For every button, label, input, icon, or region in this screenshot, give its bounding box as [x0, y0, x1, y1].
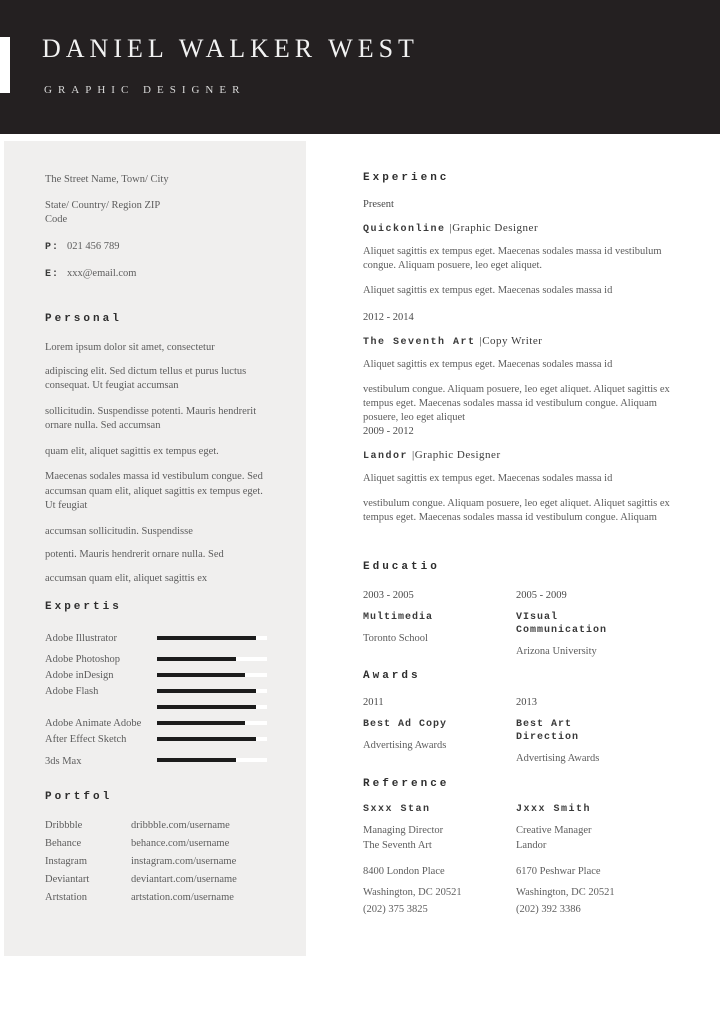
skill-row	[45, 753, 275, 767]
experience-heading: Experienc	[363, 172, 450, 184]
reference-address2: Washington, DC 20521	[363, 887, 462, 898]
award-entry	[363, 697, 508, 751]
reference-section	[363, 778, 703, 934]
skill-row	[45, 700, 275, 714]
reference-name: Sxxx Stan	[363, 804, 431, 815]
reference-phone-clipped: (202) 392 3386	[516, 904, 581, 915]
experience-job	[363, 312, 673, 423]
job-description: Aliquet sagittis ex tempus eget. Maecenas sodales massa id	[363, 285, 613, 296]
skill-label: Adobe inDesign	[45, 669, 114, 681]
email-row	[45, 263, 275, 281]
personal-paragraph: potenti. Mauris hendrerit ornare nulla. Sed	[45, 549, 224, 560]
skill-label-clipped: 3ds Max	[45, 755, 82, 767]
skill-row	[45, 732, 275, 746]
experience-section	[363, 172, 673, 523]
skill-bar-fill	[157, 689, 256, 693]
experience-job	[363, 426, 673, 523]
education-heading: Educatio	[363, 561, 440, 573]
personal-paragraph: Lorem ipsum dolor sit amet, consectetur	[45, 342, 215, 353]
reference-address1: 8400 London Place	[363, 866, 445, 877]
skill-row	[45, 716, 275, 730]
person-name: DANIEL WALKER WEST	[42, 34, 419, 63]
personal-heading: Personal	[45, 313, 122, 325]
personal-paragraph: accumsan sollicitudin. Suspendisse	[45, 525, 193, 537]
personal-paragraph: adipiscing elit. Sed dictum tellus et purus luctus consequat. Ut feugiat accumsan	[45, 365, 247, 391]
award-org: Advertising Awards	[516, 753, 600, 764]
skill-row	[45, 668, 275, 682]
job-period: Present	[363, 199, 394, 210]
portfolio-url[interactable]: behance.com/username	[131, 838, 230, 849]
reference-entry	[516, 804, 681, 915]
skill-bar	[157, 721, 267, 725]
skill-bar	[157, 758, 267, 762]
job-description: Aliquet sagittis ex tempus eget. Maecenas sodales massa id vestibulum congue. Aliquam posuere, leo eget aliquet.	[363, 246, 662, 271]
expertise-heading: Expertis	[45, 601, 122, 613]
job-company-line	[363, 331, 673, 349]
job-description-clipped: vestibulum congue. Aliquam posuere, leo eget aliquet. Aliquet sagittis ex tempus eget. Maecenas sodales massa id vestibulum congue. Aliquam	[363, 498, 670, 523]
portfolio-url[interactable]: artstation.com/username	[131, 892, 234, 903]
email-value[interactable]: xxx@email.com	[67, 268, 137, 279]
reference-heading: Reference	[363, 778, 450, 790]
personal-paragraph: quam elit, aliquet sagittis ex tempus eget.	[45, 445, 219, 457]
portfolio-site: Deviantart	[45, 874, 90, 885]
skill-bar	[157, 636, 267, 640]
skill-row	[45, 652, 275, 666]
award-org-clipped: Advertising Awards	[363, 740, 447, 751]
reference-role: Managing Director	[363, 825, 444, 836]
portfolio-url[interactable]: instagram.com/username	[131, 856, 237, 867]
skill-label: Adobe Photoshop	[45, 653, 120, 665]
skill-label: Adobe Animate Adobe	[45, 717, 142, 729]
award-title: Best Art Direction	[516, 719, 580, 743]
skill-bar	[157, 657, 267, 661]
reference-company: The Seventh Art	[363, 840, 432, 851]
portfolio-row	[45, 820, 285, 831]
personal-paragraph: sollicitudin. Suspendisse potenti. Mauris hendrerit ornare nulla. Sed accumsan	[45, 405, 257, 431]
awards-heading: Awards	[363, 670, 421, 682]
skill-bar-fill	[157, 758, 236, 762]
job-role: |Graphic Designer	[449, 222, 539, 234]
skill-bar-fill	[157, 737, 256, 741]
phone-row	[45, 236, 275, 254]
skill-label: Adobe Flash	[45, 685, 99, 697]
job-description: Aliquet sagittis ex tempus eget. Maecenas sodales massa id	[363, 359, 613, 370]
email-label: E:	[45, 269, 60, 280]
skill-row	[45, 631, 275, 645]
education-program: VIsual Communication	[516, 612, 608, 636]
skill-bar-fill	[157, 636, 256, 640]
reference-phone-clipped: (202) 375 3825	[363, 904, 428, 915]
reference-company: Landor	[516, 840, 547, 851]
experience-job	[363, 199, 673, 298]
education-school-clipped: Toronto School	[363, 633, 428, 644]
job-company-line	[363, 218, 673, 236]
address-line3-clipped: Code	[45, 214, 68, 225]
award-title: Best Ad Copy	[363, 719, 448, 730]
education-section	[363, 561, 693, 670]
job-company: Quickonline	[363, 224, 446, 235]
education-entry	[363, 590, 508, 644]
skill-bar-fill	[157, 721, 245, 725]
skill-row	[45, 684, 275, 698]
header-band	[0, 0, 720, 134]
portfolio-row	[45, 838, 285, 849]
education-period: 2005 - 2009	[516, 590, 567, 601]
accent-bar	[0, 37, 10, 93]
portfolio-row	[45, 892, 285, 903]
job-description: Aliquet sagittis ex tempus eget. Maecenas sodales massa id	[363, 473, 613, 484]
education-period: 2003 - 2005	[363, 590, 414, 601]
job-period: 2009 - 2012	[363, 426, 414, 437]
reference-address2: Washington, DC 20521	[516, 887, 615, 898]
address-line1: The Street Name, Town/ City	[45, 174, 169, 185]
expertise-section	[45, 601, 275, 769]
job-description-clipped: vestibulum congue. Aliquam posuere, leo eget aliquet. Aliquet sagittis ex tempus eget. Maecenas sodales massa id vestibulum congue. Aliquam posuere, leo eget aliquet	[363, 384, 670, 423]
education-entry	[516, 590, 681, 657]
skill-label: After Effect Sketch	[45, 733, 127, 745]
skill-label: Adobe Illustrator	[45, 632, 118, 644]
reference-address1: 6170 Peshwar Place	[516, 866, 601, 877]
skill-bar-fill	[157, 657, 236, 661]
job-company: The Seventh Art	[363, 337, 476, 348]
personal-section	[45, 313, 270, 590]
personal-paragraph-clipped: accumsan quam elit, aliquet sagittis ex	[45, 572, 208, 584]
portfolio-row	[45, 856, 285, 867]
portfolio-site: Instagram	[45, 856, 87, 867]
phone-value: 021 456 789	[67, 241, 120, 252]
portfolio-url[interactable]: dribbble.com/username	[131, 820, 230, 831]
portfolio-row	[45, 874, 285, 885]
education-school: Arizona University	[516, 646, 597, 657]
skill-bar	[157, 689, 267, 693]
award-entry	[516, 697, 681, 764]
job-role: |Copy Writer	[479, 335, 543, 347]
portfolio-url[interactable]: deviantart.com/username	[131, 874, 237, 885]
left-sidebar	[4, 141, 306, 956]
reference-name: Jxxx Smith	[516, 804, 592, 815]
address-line2: State/ Country/ Region ZIP	[45, 200, 161, 211]
portfolio-section	[45, 791, 285, 910]
portfolio-site: Dribbble	[45, 820, 83, 831]
reference-entry	[363, 804, 508, 915]
skill-bar-fill	[157, 705, 256, 709]
contact-section	[45, 173, 275, 290]
reference-role: Creative Manager	[516, 825, 592, 836]
award-year: 2011	[363, 697, 384, 708]
skill-bar	[157, 705, 267, 709]
portfolio-site: Behance	[45, 838, 82, 849]
portfolio-site: Artstation	[45, 892, 87, 903]
portfolio-heading: Portfol	[45, 791, 113, 803]
person-job-title: GRAPHIC DESIGNER	[44, 84, 246, 96]
job-role: |Graphic Designer	[412, 449, 501, 461]
awards-section	[363, 670, 693, 789]
skill-bar	[157, 737, 267, 741]
education-program: Multimedia	[363, 612, 434, 623]
job-period: 2012 - 2014	[363, 312, 414, 323]
phone-label: P:	[45, 242, 60, 253]
job-company-line	[363, 445, 673, 463]
job-company: Landor	[363, 451, 409, 462]
skill-bar	[157, 673, 267, 677]
skill-bar-fill	[157, 673, 245, 677]
personal-paragraph: Maecenas sodales massa id vestibulum congue. Sed accumsan quam elit, aliquet sagittis ex tempus eget. Ut feugiat	[45, 471, 263, 511]
award-year: 2013	[516, 697, 537, 708]
